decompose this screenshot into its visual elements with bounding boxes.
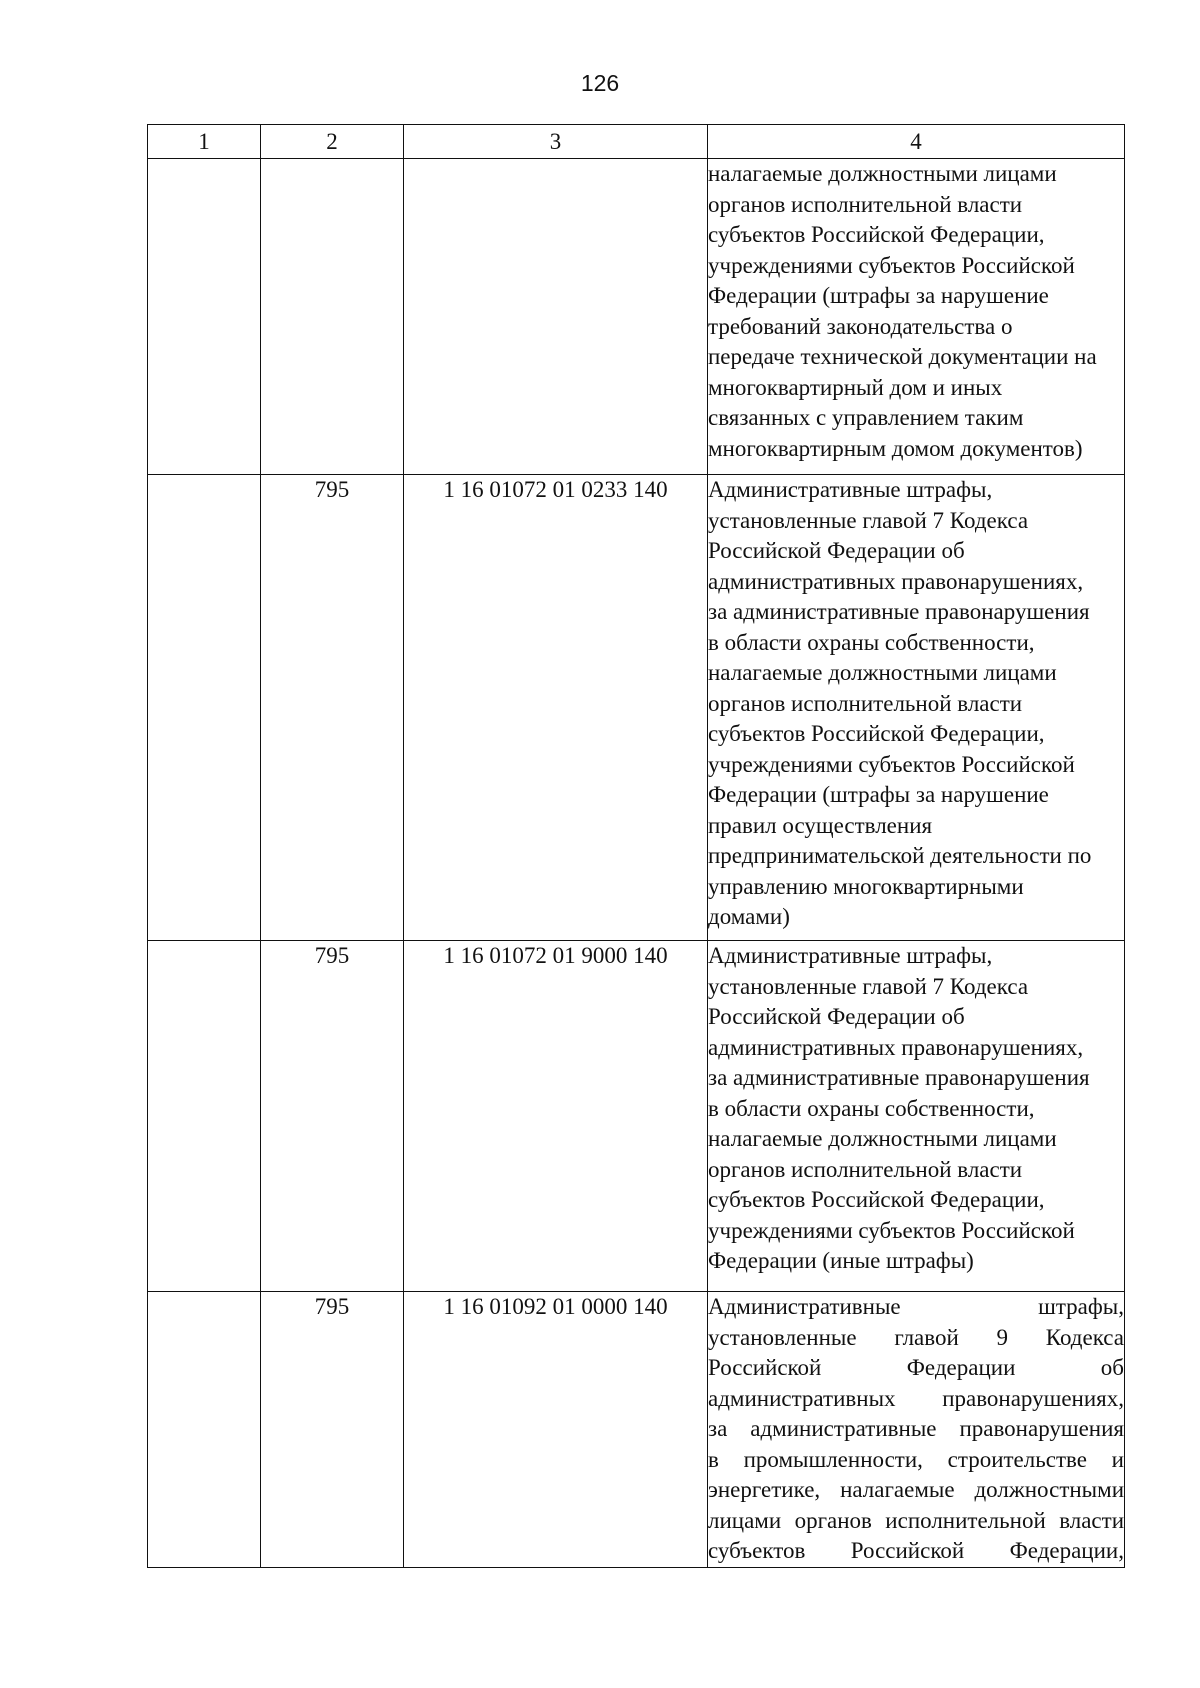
table-row: [148, 475, 1125, 941]
column-header-3: 3: [404, 125, 708, 159]
description-line: лицами органов исполнительной власти: [708, 1507, 1124, 1533]
cell-description: [708, 1292, 1125, 1568]
column-header-4: 4: [708, 125, 1125, 159]
table-row: [148, 159, 1125, 475]
table-row: [148, 1292, 1125, 1568]
description-line: энергетике, налагаемые должностными: [708, 1477, 1124, 1502]
cell-admin-code: 795: [261, 1292, 404, 1568]
description-line: за административные правонарушения: [708, 1416, 1124, 1441]
budget-codes-table: [147, 124, 1125, 1568]
cell-description: Административные штрафы, установленные главой 7 Кодекса Российской Федерации об административных правонарушениях, за административные правонарушения в области охраны собственности, налагаемые должностными лицами органов исполнительной власти субъектов Российской Федерации, учреждениями субъектов Российской Федерации (штрафы за нарушение правил осуществления предпринимательской деятельности по управлению многоквартирными домами): [708, 475, 1125, 941]
description-line: Российской Федерации об: [708, 1355, 1124, 1380]
column-header-1: 1: [148, 125, 261, 159]
cell-col1: [148, 1292, 261, 1568]
description-line: административных правонарушениях,: [708, 1385, 1124, 1411]
description-line: Административные штрафы,: [708, 1294, 1124, 1319]
table-row: [148, 941, 1125, 1292]
cell-admin-code: 795: [261, 475, 404, 941]
description-line: субъектов Российской Федерации,: [708, 1538, 1124, 1563]
column-header-2: 2: [261, 125, 404, 159]
cell-budget-code: 1 16 01072 01 0233 140: [404, 475, 708, 941]
cell-admin-code: 795: [261, 941, 404, 1292]
cell-budget-code: 1 16 01092 01 0000 140: [404, 1292, 708, 1568]
cell-budget-code: [404, 159, 708, 475]
cell-description: налагаемые должностными лицами органов исполнительной власти субъектов Российской Федерации, учреждениями субъектов Российской Федерации (штрафы за нарушение требований законодательства о передаче технической документации на многоквартирный дом и иных связанных с управлением таким многоквартирным домом документов): [708, 159, 1125, 475]
description-line: в промышленности, строительстве и: [708, 1446, 1124, 1472]
page-number: 126: [580, 70, 620, 96]
cell-description: Административные штрафы, установленные главой 7 Кодекса Российской Федерации об административных правонарушениях, за административные правонарушения в области охраны собственности, налагаемые должностными лицами органов исполнительной власти субъектов Российской Федерации, учреждениями субъектов Российской Федерации (иные штрафы): [708, 941, 1125, 1292]
cell-col1: [148, 159, 261, 475]
cell-budget-code: 1 16 01072 01 9000 140: [404, 941, 708, 1292]
cell-admin-code: [261, 159, 404, 475]
table-header-row: [148, 125, 1125, 159]
cell-col1: [148, 475, 261, 941]
description-line: установленные главой 9 Кодекса: [708, 1324, 1124, 1350]
cell-col1: [148, 941, 261, 1292]
